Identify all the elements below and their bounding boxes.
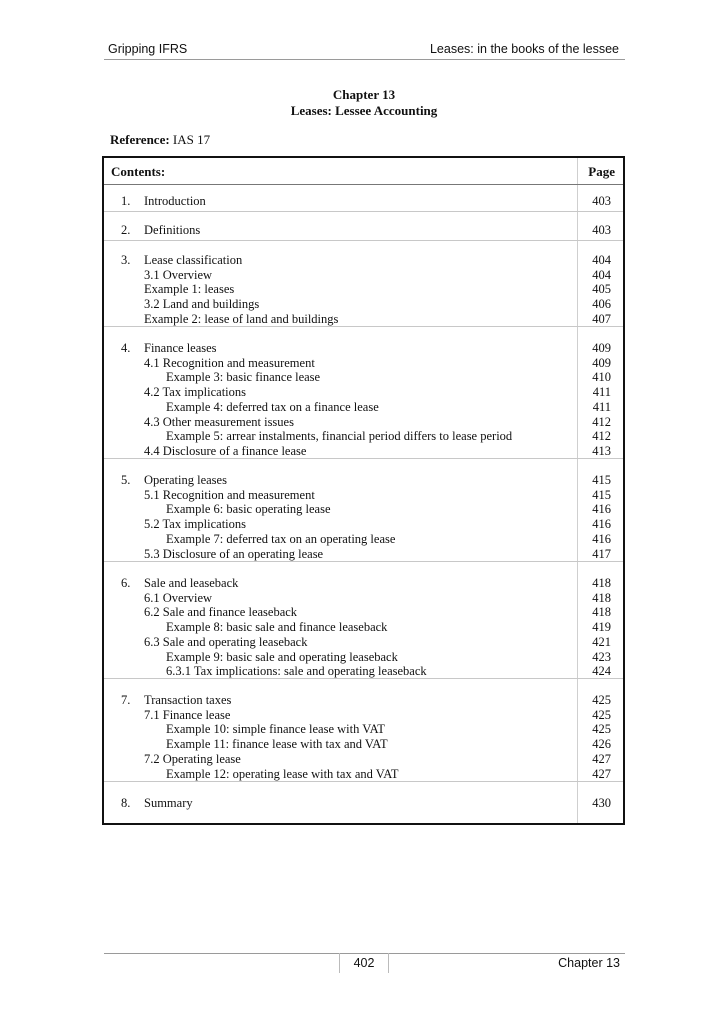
entry-page-number: 418 — [592, 590, 611, 605]
contents-subsection-row — [104, 547, 623, 562]
entry-page-number: 427 — [592, 766, 611, 781]
contents-section-row — [104, 253, 623, 268]
entry-title: 3.2 Land and buildings — [144, 297, 260, 312]
section-number: 2. — [121, 223, 131, 237]
entry-page-number: 413 — [592, 443, 611, 458]
entry-title: Example 3: basic finance lease — [166, 370, 321, 385]
contents-subsection-row — [104, 312, 623, 327]
contents-subsection-row — [104, 708, 623, 723]
entry-title: Example 6: basic operating lease — [166, 502, 331, 517]
entry-page-number: 404 — [592, 267, 611, 282]
entry-page-number: 410 — [592, 370, 611, 385]
contents-subsection-row — [104, 664, 623, 679]
contents-subsection-row — [104, 737, 623, 752]
entry-page-number: 411 — [592, 399, 611, 414]
entry-title: 5.2 Tax implications — [144, 517, 247, 532]
entry-title: Example 7: deferred tax on an operating lease — [166, 531, 396, 546]
reference-value: IAS 17 — [172, 132, 211, 147]
entry-title: Example 5: arrear instalments, financial period differs to lease period — [166, 429, 513, 444]
contents-section-row — [104, 473, 623, 488]
entry-page-number: 416 — [592, 502, 611, 517]
entry-page-number: 418 — [592, 576, 611, 590]
entry-title: Example 4: deferred tax on a finance lease — [166, 399, 379, 414]
entry-title: Example 2: lease of land and buildings — [144, 311, 339, 326]
contents-subsection-row — [104, 415, 623, 430]
entry-title: 7.1 Finance lease — [144, 707, 231, 722]
chapter-number: Chapter 13 — [332, 87, 396, 102]
page-header — [104, 41, 625, 60]
contents-subsection-row — [104, 650, 623, 665]
entry-page-number: 421 — [592, 634, 611, 649]
entry-page-number: 415 — [592, 473, 611, 487]
entry-title: Summary — [144, 796, 193, 810]
contents-header — [104, 158, 623, 185]
entry-page-number: 425 — [592, 722, 611, 737]
entry-page-number: 427 — [592, 751, 611, 766]
entry-title: Definitions — [144, 223, 201, 237]
entry-page-number: 406 — [592, 297, 611, 312]
contents-subsection-row — [104, 370, 623, 385]
contents-subsection-row — [104, 385, 623, 400]
reference-line — [110, 132, 210, 148]
contents-subsection-row — [104, 635, 623, 650]
entry-title: Finance leases — [144, 341, 217, 355]
entry-title: 5.3 Disclosure of an operating lease — [144, 546, 324, 561]
contents-subsection-row — [104, 400, 623, 415]
entry-page-number: 411 — [592, 385, 611, 400]
contents-section-row — [104, 576, 623, 591]
entry-title: Example 10: simple finance lease with VAT — [166, 722, 385, 737]
entry-page-number: 415 — [592, 487, 611, 502]
entry-title: 4.1 Recognition and measurement — [144, 355, 315, 370]
header-right-title: Leases: in the books of the lessee — [429, 42, 619, 56]
contents-group-divider — [104, 211, 623, 212]
contents-subsection-row — [104, 488, 623, 503]
contents-group-divider — [104, 240, 623, 241]
entry-title: 4.4 Disclosure of a finance lease — [144, 443, 307, 458]
entry-page-number: 426 — [592, 737, 611, 752]
entry-title: 5.1 Recognition and measurement — [144, 487, 315, 502]
entry-title: Transaction taxes — [144, 693, 232, 707]
entry-page-number: 412 — [592, 429, 611, 444]
entry-title: 6.3 Sale and operating leaseback — [144, 634, 308, 649]
section-number: 3. — [121, 253, 131, 267]
entry-page-number: 412 — [592, 414, 611, 429]
section-number: 8. — [121, 796, 131, 810]
entry-title: Example 9: basic sale and operating leaseback — [166, 649, 398, 664]
reference-label: Reference: — [110, 132, 170, 147]
entry-title: Operating leases — [144, 473, 227, 487]
entry-title: Example 11: finance lease with tax and VAT — [166, 737, 388, 752]
contents-subsection-row — [104, 429, 623, 444]
entry-title: Example 1: leases — [144, 282, 235, 297]
entry-page-number: 409 — [592, 355, 611, 370]
entry-page-number: 407 — [592, 311, 611, 326]
header-left-title: Gripping IFRS — [108, 42, 188, 56]
contents-subsection-row — [104, 297, 623, 312]
contents-subsection-row — [104, 444, 623, 459]
contents-table — [102, 156, 625, 825]
footer-page-number: 402 — [339, 953, 389, 973]
contents-section-row — [104, 194, 623, 209]
chapter-title — [0, 87, 728, 119]
entry-title: 3.1 Overview — [144, 267, 213, 282]
footer-chapter: Chapter 13 — [558, 956, 620, 970]
entry-title: Example 8: basic sale and finance leaseback — [166, 620, 388, 635]
contents-section-row — [104, 796, 623, 811]
contents-subsection-row — [104, 268, 623, 283]
section-number: 7. — [121, 693, 131, 707]
entry-page-number: 405 — [592, 282, 611, 297]
entry-page-number: 423 — [592, 649, 611, 664]
entry-title: 6.3.1 Tax implications: sale and operating leaseback — [166, 664, 427, 679]
entry-page-number: 404 — [592, 253, 611, 267]
entry-title: 4.3 Other measurement issues — [144, 414, 294, 429]
page-heading: Page — [588, 164, 615, 179]
contents-subsection-row — [104, 532, 623, 547]
contents-subsection-row — [104, 722, 623, 737]
contents-section-row — [104, 223, 623, 238]
section-number: 5. — [121, 473, 131, 487]
entry-page-number: 419 — [592, 620, 611, 635]
entry-title: 4.2 Tax implications — [144, 385, 247, 400]
section-number: 1. — [121, 194, 131, 208]
entry-page-number: 417 — [592, 546, 611, 561]
entry-title: Lease classification — [144, 253, 243, 267]
contents-heading: Contents: — [111, 164, 166, 179]
entry-page-number: 409 — [592, 341, 611, 355]
entry-page-number: 403 — [592, 223, 611, 237]
contents-subsection-row — [104, 502, 623, 517]
entry-page-number: 416 — [592, 531, 611, 546]
entry-page-number: 425 — [592, 707, 611, 722]
contents-subsection-row — [104, 282, 623, 297]
contents-subsection-row — [104, 356, 623, 371]
contents-section-row — [104, 693, 623, 708]
entry-title: 7.2 Operating lease — [144, 751, 241, 766]
entry-page-number: 430 — [592, 796, 611, 810]
contents-subsection-row — [104, 517, 623, 532]
entry-title: 6.1 Overview — [144, 590, 213, 605]
entry-title: Sale and leaseback — [144, 576, 239, 590]
contents-section-row — [104, 341, 623, 356]
entry-page-number: 425 — [592, 693, 611, 707]
entry-page-number: 416 — [592, 517, 611, 532]
entry-title: Introduction — [144, 194, 206, 208]
section-number: 4. — [121, 341, 131, 355]
entry-title: 6.2 Sale and finance leaseback — [144, 605, 298, 620]
entry-page-number: 403 — [592, 194, 611, 208]
entry-page-number: 424 — [592, 664, 611, 679]
chapter-name: Leases: Lessee Accounting — [290, 103, 438, 118]
section-number: 6. — [121, 576, 131, 590]
contents-subsection-row — [104, 767, 623, 782]
contents-subsection-row — [104, 591, 623, 606]
contents-subsection-row — [104, 620, 623, 635]
contents-subsection-row — [104, 752, 623, 767]
entry-title: Example 12: operating lease with tax and VAT — [166, 766, 399, 781]
contents-subsection-row — [104, 605, 623, 620]
entry-page-number: 418 — [592, 605, 611, 620]
